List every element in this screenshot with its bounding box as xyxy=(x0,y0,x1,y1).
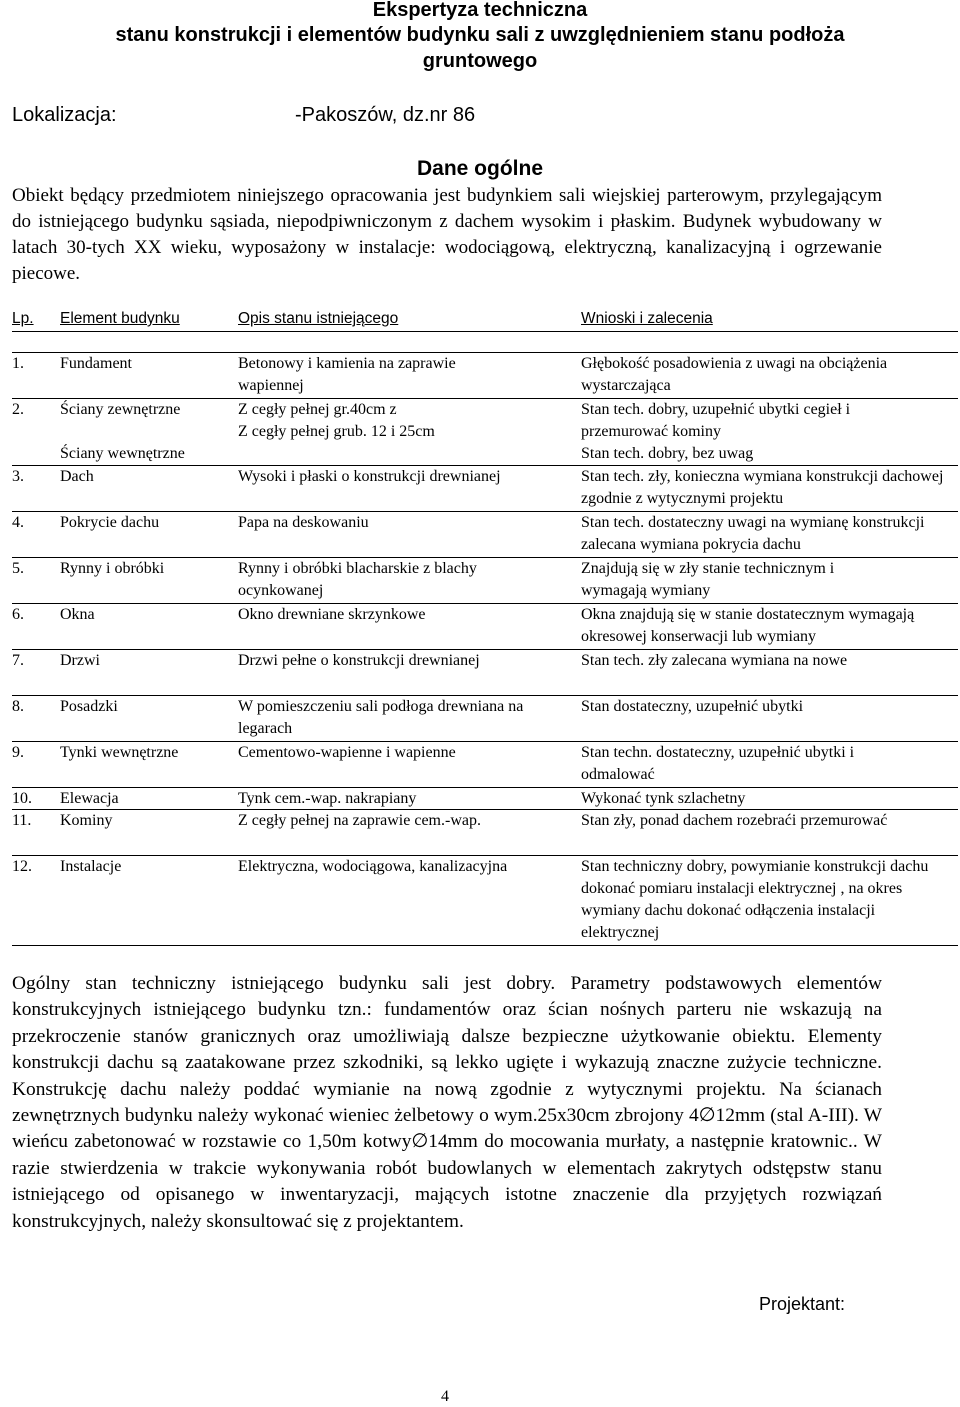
row-opis: Drzwi pełne o konstrukcji drewnianej xyxy=(238,652,480,669)
row-element: Tynki wewnętrzne xyxy=(60,744,179,761)
row-wnioski: Wykonać tynk szlachetny xyxy=(581,790,746,807)
row-element: Dach xyxy=(60,468,94,485)
table-row xyxy=(12,650,958,696)
row-opis: Z cegły pełnej gr.40cm z xyxy=(238,401,397,418)
table-spacer-row xyxy=(12,332,958,353)
row-element: Drzwi xyxy=(60,652,100,669)
row-lp: 7. xyxy=(12,652,24,669)
location-value: -Pakoszów, dz.nr 86 xyxy=(295,104,476,126)
row-wnioski: Stan techn. dostateczny, uzupełnić ubytki i odmalować xyxy=(581,744,855,783)
table-row xyxy=(12,512,958,558)
row-lp: 2. xyxy=(12,401,24,418)
table-row xyxy=(12,604,958,650)
row-wnioski: Stan dostateczny, uzupełnić ubytki xyxy=(581,698,804,715)
general-description: Obiekt będący przedmiotem niniejszego opracowania jest budynkiem sali wiejskiej parterowym, przylegającym do istniejącego budynku sąsiada, niepodpiwniczonym z dachem wysokim i płaskim. Budynek wybudowany w latach 30-tych XX wieku, wyposażony w instalacje: wodociągową, elektryczną, kanalizacyjną i ogrzewanie piecowe. xyxy=(12,185,882,284)
row-lp: 12. xyxy=(12,858,32,875)
row-lp: 11. xyxy=(12,812,32,829)
header-wnioski: Wnioski i zalecenia xyxy=(581,310,713,327)
row-opis: Betonowy i kamienia na zaprawie wapiennej xyxy=(238,355,456,394)
row-element: Pokrycie dachu xyxy=(60,514,160,531)
location-line xyxy=(12,101,912,129)
row-element: Rynny i obróbki xyxy=(60,560,165,577)
header-opis: Opis stanu istniejącego xyxy=(238,310,399,327)
row-element: Fundament xyxy=(60,355,132,372)
row-element: Ściany zewnętrzne xyxy=(60,401,181,418)
row-opis-secondary: Z cegły pełnej grub. 12 i 25cm xyxy=(238,423,435,440)
row-lp: 4. xyxy=(12,514,24,531)
table-header xyxy=(12,307,958,332)
document-title-line-1: Ekspertyza techniczna xyxy=(372,0,588,21)
signature-label: Projektant: xyxy=(759,1294,846,1314)
row-opis: Papa na deskowaniu xyxy=(238,514,369,531)
row-opis: W pomieszczeniu sali podłoga drewniana na legarach xyxy=(238,698,524,737)
row-opis: Elektryczna, wodociągowa, kanalizacyjna xyxy=(238,858,508,875)
row-wnioski: Stan tech. dobry, uzupełnić ubytki cegieł i przemurować kominy xyxy=(581,401,851,440)
row-element: Okna xyxy=(60,606,95,623)
table-row xyxy=(12,788,958,810)
row-element: Instalacje xyxy=(60,858,122,875)
table-row xyxy=(12,558,958,604)
document-title-line-2: stanu konstrukcji i elementów budynku sali z uwzględnieniem stanu podłoża xyxy=(115,24,845,46)
row-wnioski-secondary: Stan tech. dobry, bez uwag xyxy=(581,445,754,462)
row-opis: Cementowo-wapienne i wapienne xyxy=(238,744,456,761)
row-wnioski: Stan tech. dostateczny uwagi na wymianę konstrukcji zalecana wymiana pokrycia dachu xyxy=(581,514,925,553)
row-opis: Z cegły pełnej na zaprawie cem.-wap. xyxy=(238,812,481,829)
row-opis: Wysoki i płaski o konstrukcji drewnianej xyxy=(238,468,501,485)
row-lp: 6. xyxy=(12,606,24,623)
row-element: Elewacja xyxy=(60,790,119,807)
table-row xyxy=(12,742,958,788)
row-opis: Okno drewniane skrzynkowe xyxy=(238,606,426,623)
row-lp: 9. xyxy=(12,744,24,761)
header-element: Element budynku xyxy=(60,310,180,327)
table-row xyxy=(12,466,958,512)
row-wnioski: Znajdują się w zły stanie technicznym i wymagają wymiany xyxy=(581,560,835,599)
table-row xyxy=(12,696,958,742)
row-lp: 10. xyxy=(12,790,32,807)
summary-paragraph: Ogólny stan techniczny istniejącego budynku sali jest dobry. Parametry podstawowych elementów konstrukcyjnych istniejącego budynku tzn.: fundamentów oraz ścian nośnych parteru nie wskazują na przekroczenie stanów granicznych oraz umożliwiają dalsze bezpieczne użytkowanie obiektu. Elementy konstrukcji dachu są zaatakowane przez szkodniki, są lekko ugięte i wykazują znaczne zużycie techniczne. Konstrukcję dachu należy poddać wymianie na nową zgodnie z wytycznymi projektu. Na ścianach zewnętrznych budynku należy wykonać wieniec żelbetowy o wym.25x30cm zbrojony 4∅12mm (stal A-III). W wieńcu zabetonować w rozstawie co 1,50m kotwy∅14mm do mocowania murłaty, a następnie kratownic.. W razie stwierdzenia w trakcie wykonywania robót budowlanych w elementach zakrytych odstępstw stanu istniejącego od opisanego w inwentaryzacji, mających istotne znaczenie dla przyjętych rozwiązań konstrukcyjnych, należy skonsultować się z projektantem. xyxy=(12,973,882,1232)
table-row xyxy=(12,856,958,946)
row-lp: 8. xyxy=(12,698,24,715)
location-label: Lokalizacja: xyxy=(12,104,117,126)
row-lp: 5. xyxy=(12,560,24,577)
row-wnioski: Stan techniczny dobry, powymianie konstrukcji dachu dokonać pomiaru instalacji elektrycznej , na okres wymiany dachu dokonać odłączenia instalacji elektrycznej xyxy=(581,858,929,941)
page-number: 4 xyxy=(441,1388,449,1405)
row-element-secondary: Ściany wewnętrzne xyxy=(60,445,185,462)
row-opis: Tynk cem.-wap. nakrapiany xyxy=(238,790,417,807)
table-row xyxy=(12,353,958,399)
row-wnioski: Stan zły, ponad dachem rozebraći przemurować xyxy=(581,812,888,829)
header-lp: Lp. xyxy=(12,310,34,327)
general-data-heading: Dane ogólne xyxy=(416,157,543,180)
row-wnioski: Głębokość posadowienia z uwagi na obciążenia wystarczająca xyxy=(581,355,888,394)
table-row xyxy=(12,810,958,856)
row-wnioski: Okna znajdują się w stanie dostatecznym wymagają okresowej konserwacji lub wymiany xyxy=(581,606,915,645)
building-elements-table xyxy=(12,307,958,946)
row-wnioski: Stan tech. zły, konieczna wymiana konstrukcji dachowej zgodnie z wytycznymi projektu xyxy=(581,468,944,507)
row-opis: Rynny i obróbki blacharskie z blachy ocynkowanej xyxy=(238,560,477,599)
row-wnioski: Stan tech. zły zalecana wymiana na nowe xyxy=(581,652,848,669)
table-row xyxy=(12,399,958,466)
row-lp: 3. xyxy=(12,468,24,485)
document-title-line-3: gruntowego xyxy=(422,50,538,72)
row-element: Kominy xyxy=(60,812,113,829)
row-element: Posadzki xyxy=(60,698,118,715)
row-lp: 1. xyxy=(12,355,24,372)
